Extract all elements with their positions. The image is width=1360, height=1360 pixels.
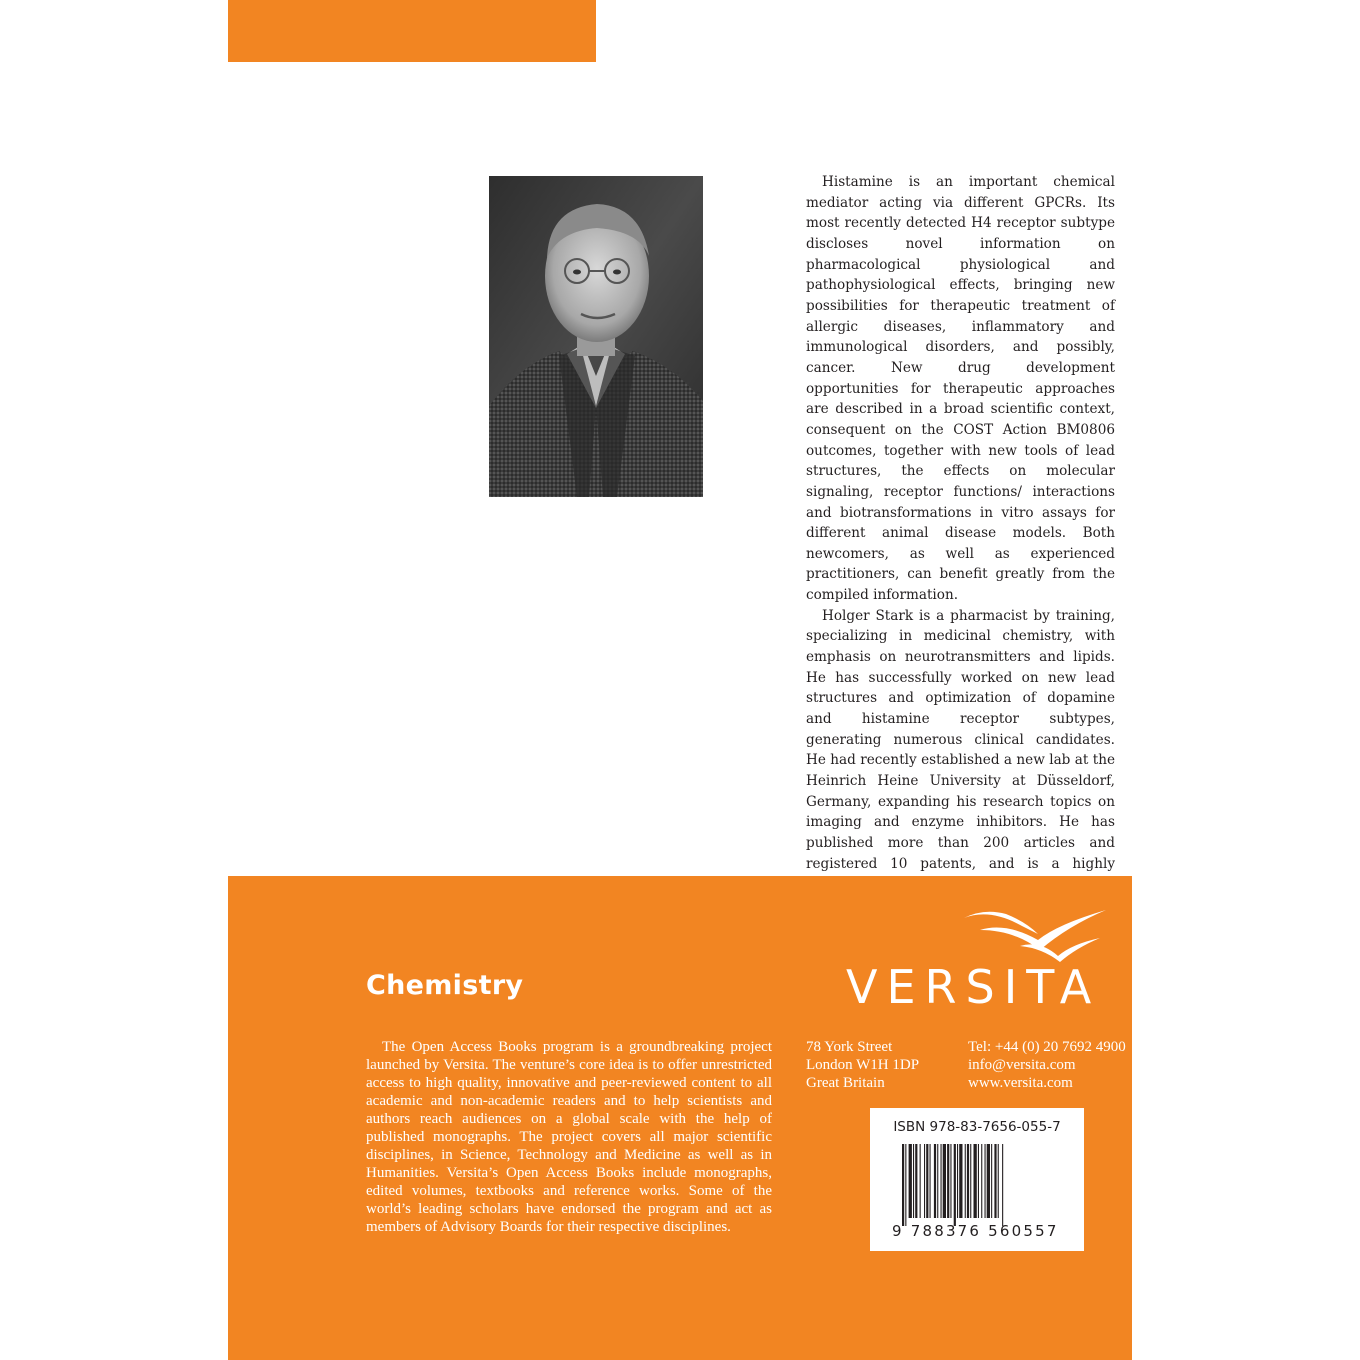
barcode-bar xyxy=(981,1144,982,1218)
contact-phone: Tel: +44 (0) 20 7692 4900 xyxy=(968,1039,1126,1055)
barcode-bar xyxy=(985,1144,986,1218)
barcode-bar xyxy=(943,1144,946,1218)
barcode-bar xyxy=(965,1144,966,1218)
barcode-bar xyxy=(950,1144,951,1218)
open-access-program-text xyxy=(366,1038,772,1236)
barcode-bar xyxy=(970,1144,971,1218)
barcode-bar xyxy=(941,1144,942,1218)
barcode-bar xyxy=(905,1144,906,1226)
author-photo-icon xyxy=(489,176,703,497)
barcode-bar xyxy=(915,1144,917,1218)
address-line: Great Britain xyxy=(806,1075,885,1091)
contact-email: info@versita.com xyxy=(968,1057,1076,1073)
barcode-bar xyxy=(930,1144,931,1218)
barcode-icon xyxy=(902,1144,1062,1226)
address-line: 78 York Street xyxy=(806,1039,893,1055)
top-orange-band xyxy=(228,0,596,62)
barcode-digits: 9 788376 560557 xyxy=(892,1222,1059,1240)
isbn-barcode-box xyxy=(870,1108,1084,1251)
isbn-label: ISBN 978-83-7656-055-7 xyxy=(893,1119,1061,1135)
barcode-bar xyxy=(978,1144,979,1218)
versita-logo-wordmark: VERSITA xyxy=(846,960,1101,1014)
barcode-bar xyxy=(913,1144,914,1218)
barcode-bar xyxy=(994,1144,996,1218)
barcode-bar xyxy=(1002,1144,1003,1226)
versita-birds-icon xyxy=(960,904,1110,964)
barcode-bar xyxy=(909,1144,912,1218)
back-cover-blurb xyxy=(806,172,1115,916)
barcode-bar xyxy=(954,1144,956,1226)
barcode-bar xyxy=(937,1144,938,1218)
barcode-bar xyxy=(959,1144,962,1218)
barcode-bar xyxy=(920,1144,921,1218)
publisher-contact xyxy=(968,1038,1132,1092)
contact-website: www.versita.com xyxy=(968,1075,1073,1091)
publisher-address xyxy=(806,1038,919,1092)
category-title: Chemistry xyxy=(366,970,524,1001)
address-line: London W1H 1DP xyxy=(806,1057,920,1073)
blurb-paragraph-author-bio: Holger Stark is a pharmacist by training, specializing in medicinal chemistry, with emphasis on neurotransmitters and lipids. He has successfully worked on new lead structures and optimization of dopamine and histamine receptor subtypes, generating numerous clinical candidates. He had recently established a new lab at the Heinrich Heine University at Düsseldorf, Germany, expanding his research topics on imaging and enzyme inhibitors. He has published more than 200 articles and registered 10 patents, and is a highly xyxy=(806,607,1115,872)
barcode-bar xyxy=(987,1144,990,1218)
barcode-bar xyxy=(974,1144,977,1218)
blurb-paragraph-summary: Histamine is an important chemical mediator acting via different GPCRs. Its most recently detected H4 receptor subtype discloses novel information on pharmacological physiological and pathophysiological effects, bringing new possibilities for therapeutic treatment of allergic diseases, inflammatory and immunological disorders, and possibly, cancer. New drug development opportunities for therapeutic approaches are described in a broad scientific context, consequent on the COST Action BM0806 outcomes, together with new tools of lead structures, the effects on molecular signaling, receptor functions/ interactions and biotransformations in vitro assays for different animal disease models. Both newcomers, as well as experienced practitioners, can benefit greatly from the compiled information. xyxy=(806,174,1115,604)
barcode-bar xyxy=(998,1144,999,1218)
barcode-bar xyxy=(924,1144,925,1218)
barcode-bar xyxy=(991,1144,992,1218)
barcode-bar xyxy=(957,1144,958,1218)
barcode-bar xyxy=(902,1144,904,1226)
barcode-bar xyxy=(967,1144,969,1218)
author-photo xyxy=(489,176,703,497)
program-paragraph: The Open Access Books program is a groundbreaking project launched by Versita. The venture’s core idea is to offer unrestricted access to high quality, innovative and peer-reviewed content to all academic and non-academic readers and to help scientists and authors reach audiences on a global scale with the help of published monographs. The project covers all major scientific disciplines, in Science, Technology and Medicine as well as in Humanities. Versita’s Open Access Books include monographs, edited volumes, textbooks and reference works. Some of the world’s leading scholars have endorsed the program and act as members of Advisory Boards for their respective disciplines. xyxy=(366,1039,772,1235)
barcode-bar xyxy=(934,1144,936,1218)
barcode-bar xyxy=(947,1144,949,1218)
barcode-bar xyxy=(926,1144,928,1218)
